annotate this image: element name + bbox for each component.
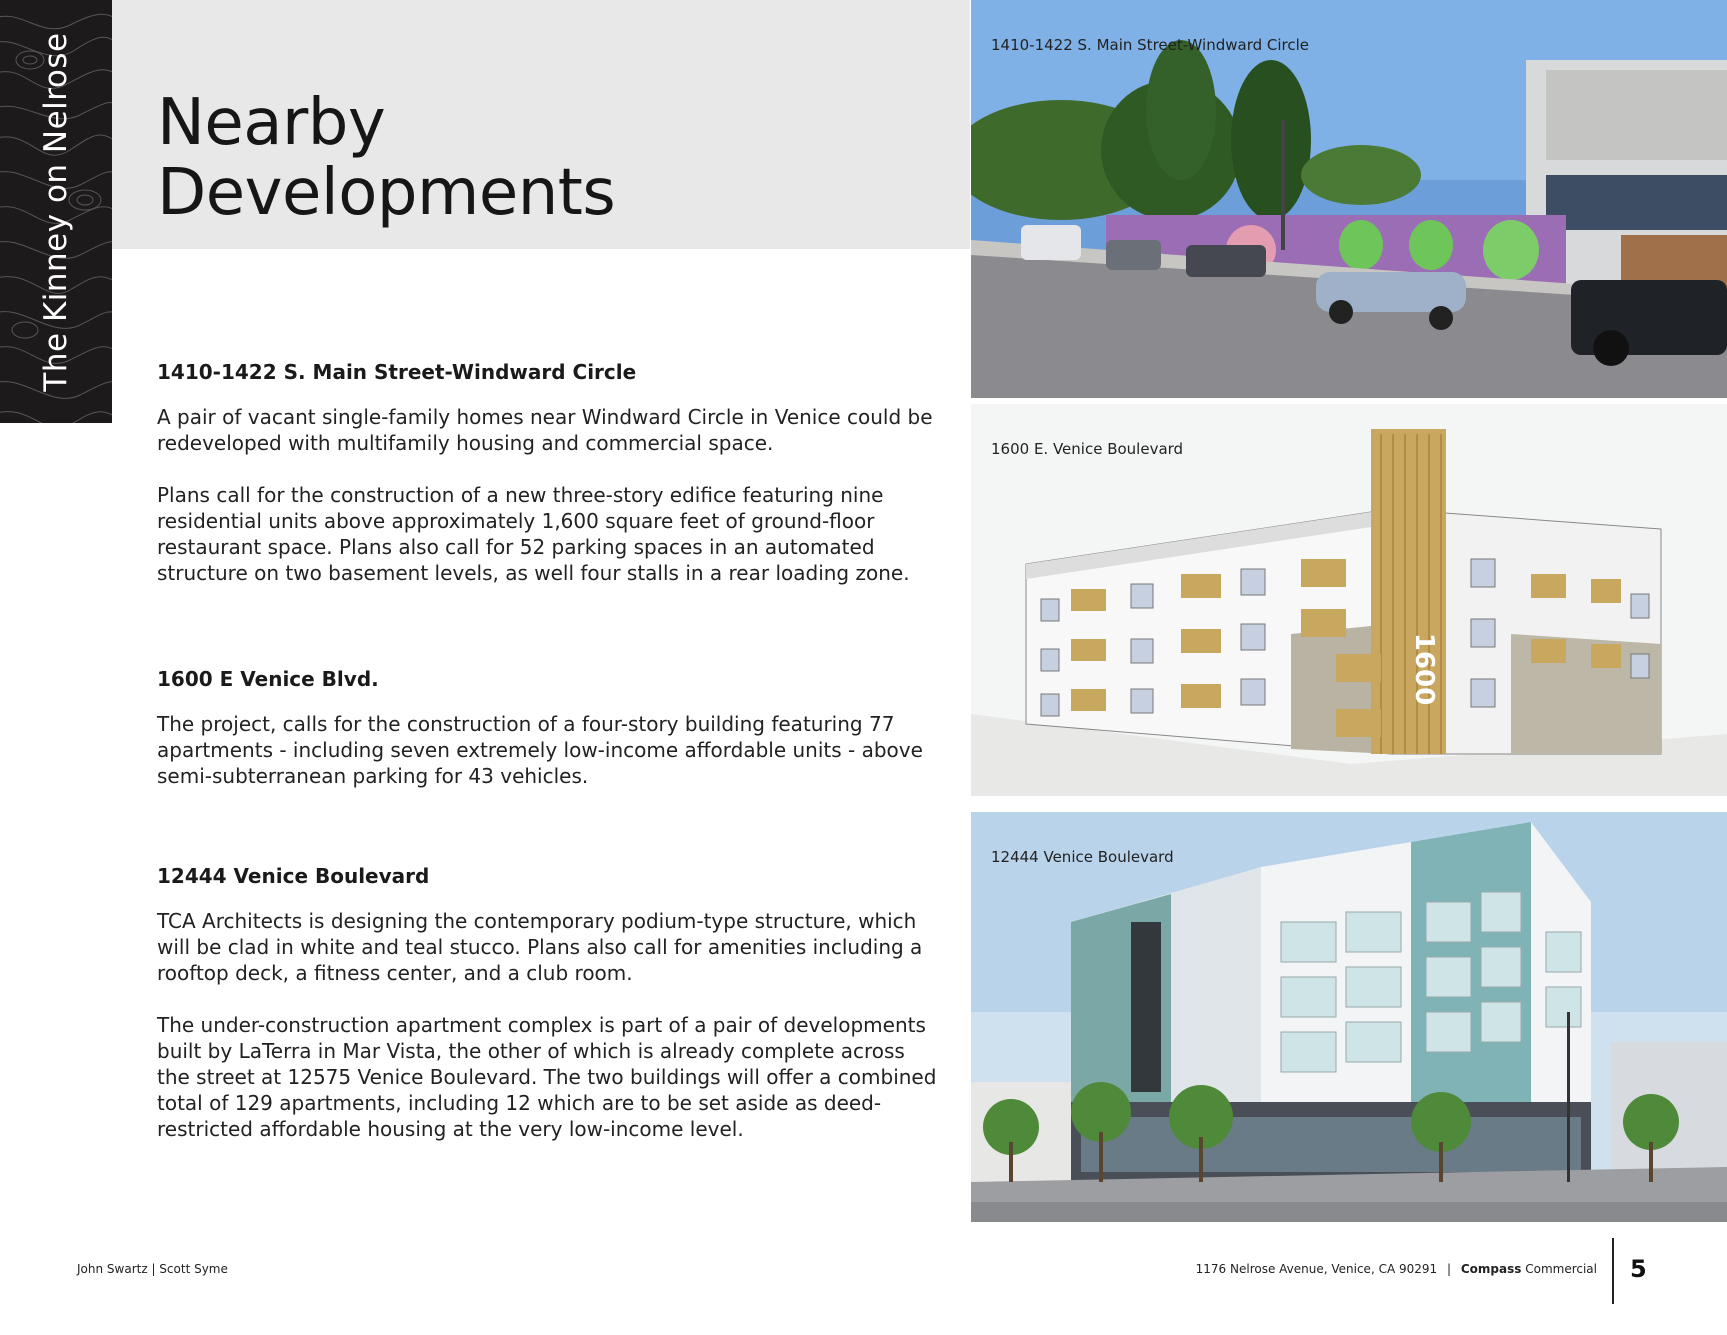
section-paragraph: The project, calls for the construction of a four-story building featuring 77 apartments - including seven extremely low-income affordable units - above semi-subterranean parking for 43 vehicles.: [157, 712, 923, 788]
section-12444-venice: [157, 864, 937, 1168]
building-rendering-image: [971, 404, 1727, 796]
street-photo-image: [971, 0, 1727, 398]
section-heading: 12444 Venice Boulevard: [157, 864, 430, 888]
building-rendering-image: [971, 812, 1727, 1222]
footer-agents: John Swartz | Scott Syme: [77, 1262, 228, 1276]
sidebar-property-label: The Kinney on Nelrose: [38, 32, 74, 392]
footer-brand-rest: Commercial: [1525, 1262, 1597, 1276]
section-venice-blvd: [157, 667, 937, 815]
footer-address: 1176 Nelrose Avenue, Venice, CA 90291: [1195, 1262, 1438, 1276]
photo-caption: 1600 E. Venice Boulevard: [991, 440, 1184, 458]
section-main-street: [157, 360, 937, 612]
section-paragraph: TCA Architects is designing the contemporary podium-type structure, which will be clad in white and teal stucco. Plans also call for amenities including a rooftop deck, a fitness center, and a club room.: [157, 909, 923, 985]
building-number-sign: 1600: [1409, 632, 1439, 706]
page-title-line1: Nearby: [157, 86, 386, 160]
page-number: 5: [1630, 1255, 1647, 1283]
section-paragraph: Plans call for the construction of a new three-story edifice featuring nine residential units above approximately 1,600 square feet of ground-floor restaurant space. Plans also call for 52 parking spaces in an automated structure on two basement levels, as well four stalls in a rear loading zone.: [157, 483, 910, 585]
sidebar-band: [0, 0, 112, 423]
footer-address-brand: [1196, 1262, 1597, 1276]
photo-caption: 12444 Venice Boulevard: [991, 848, 1174, 866]
page-title-line2: Developments: [157, 156, 616, 230]
header-block: [112, 0, 970, 249]
section-paragraph: A pair of vacant single-family homes near Windward Circle in Venice could be redeveloped with multifamily housing and commercial space.: [157, 405, 933, 455]
footer-brand-bold: Compass: [1460, 1262, 1522, 1276]
section-heading: 1410-1422 S. Main Street-Windward Circle: [157, 360, 637, 384]
photo-main-street: [971, 0, 1727, 398]
section-heading: 1600 E Venice Blvd.: [157, 667, 379, 691]
page-title: [157, 88, 615, 228]
photo-12444-venice: [971, 812, 1727, 1222]
section-paragraph: The under-construction apartment complex is part of a pair of developments built by LaTerra in Mar Vista, the other of which is already complete across the street at 12575 Venice Boulevard. The two buildings will offer a combined total of 129 apartments, including 12 which are to be set aside as deed-restricted affordable housing at the very low-income level.: [157, 1013, 937, 1141]
footer-divider: [1612, 1238, 1614, 1304]
photo-1600-venice: [971, 404, 1727, 796]
photo-caption: 1410-1422 S. Main Street-Windward Circle: [991, 36, 1310, 54]
footer-separator: |: [1446, 1262, 1452, 1276]
